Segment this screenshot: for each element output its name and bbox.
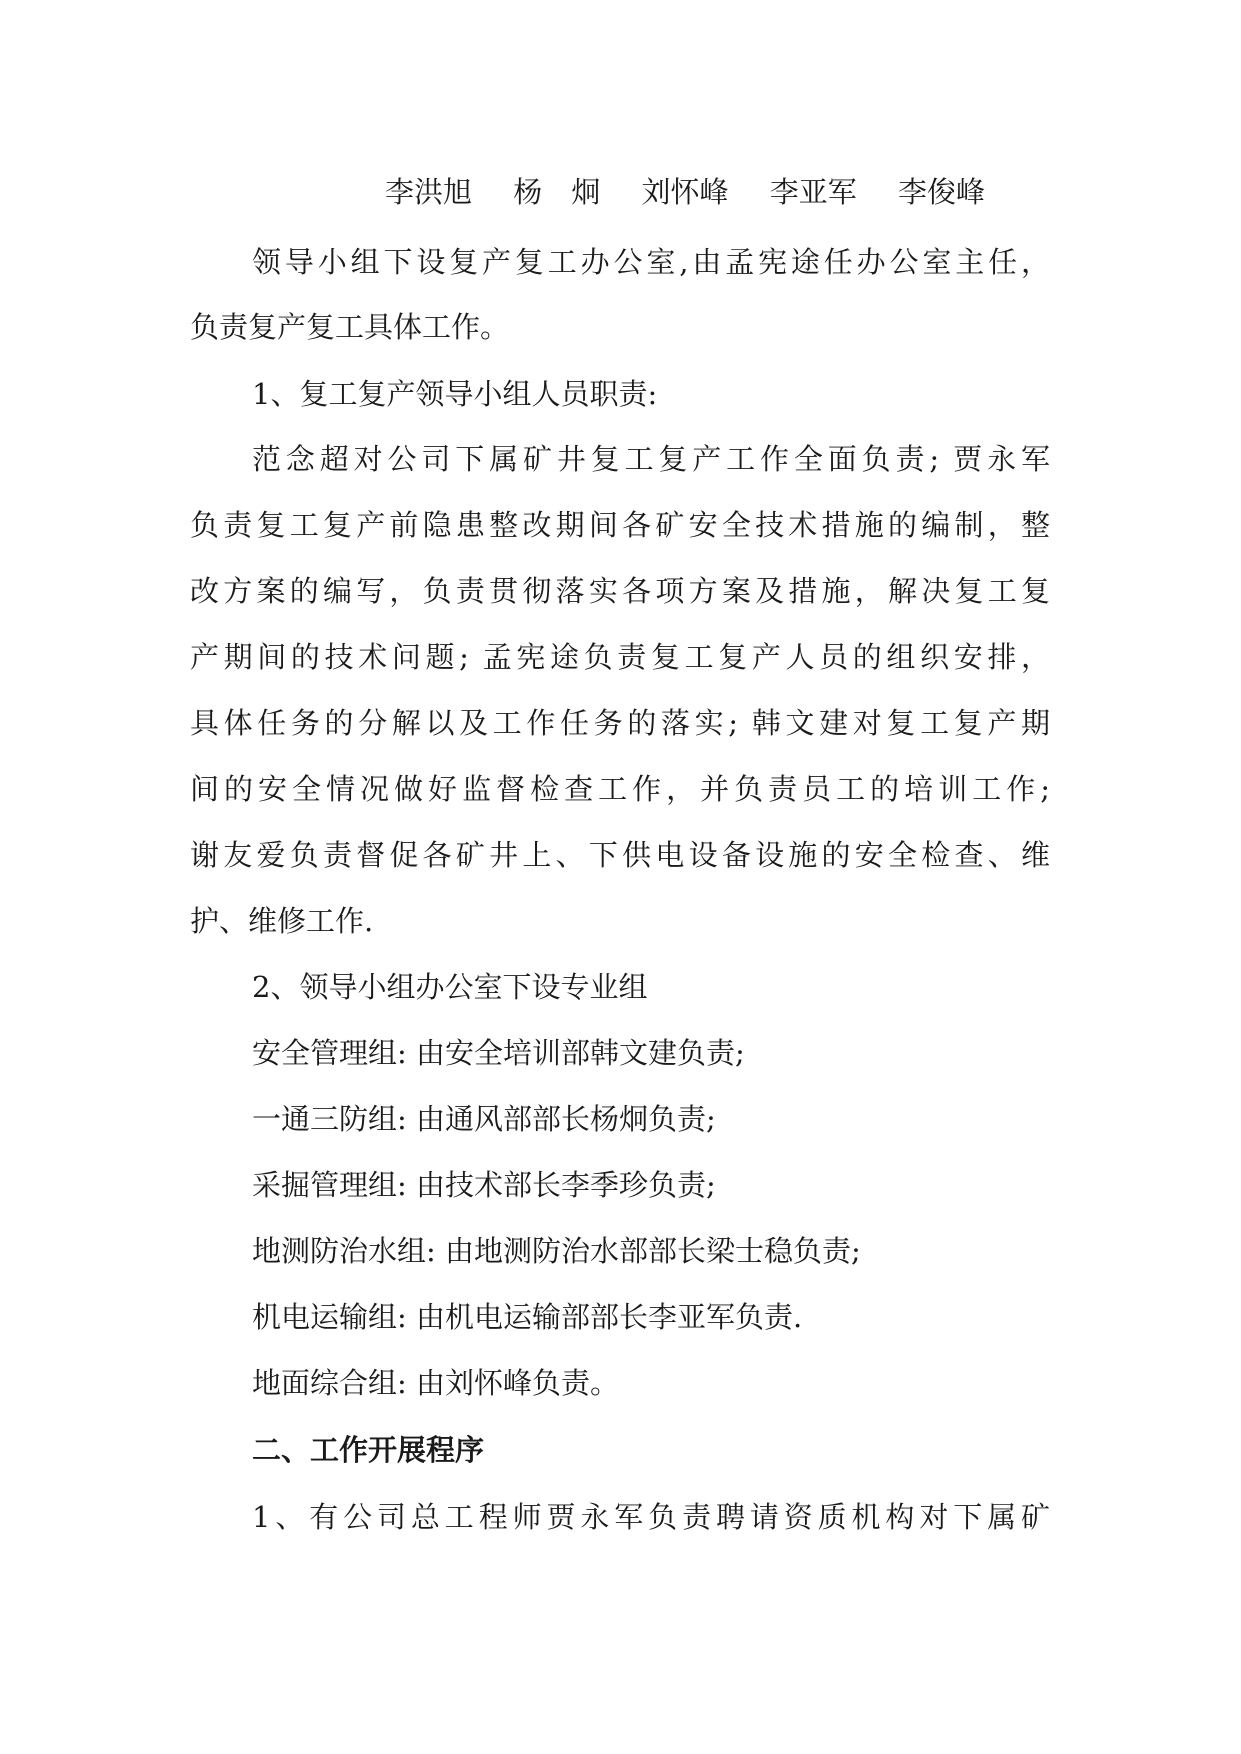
paragraph-line: 谢友爱负责督促各矿井上、下供电设备设施的安全检查、维 (190, 838, 1050, 872)
paragraph-line: 产期间的技术问题; 孟宪途负责复工复产人员的组织安排， (190, 640, 1050, 674)
member-name: 李亚军 (769, 175, 857, 209)
paragraph-line: 负责复工复产前隐患整改期间各矿安全技术措施的编制，整 (190, 508, 1050, 542)
member-names-row (385, 172, 985, 212)
section-subheading: 1、复工复产领导小组人员职责: (252, 377, 658, 411)
paragraph-line: 具体任务的分解以及工作任务的落实; 韩文建对复工复产期 (190, 706, 1050, 740)
paragraph-line: 改方案的编写，负责贯彻落实各项方案及措施，解决复工复 (190, 574, 1050, 608)
group-item: 地面综合组: 由刘怀峰负责。 (252, 1366, 619, 1400)
paragraph-line: 护、维修工作. (190, 904, 374, 938)
member-name: 刘怀峰 (641, 175, 729, 209)
member-name: 李俊峰 (897, 175, 985, 209)
group-item: 一通三防组: 由通风部部长杨炯负责; (252, 1102, 716, 1136)
paragraph-line: 1、有公司总工程师贾永军负责聘请资质机构对下属矿 (252, 1500, 1050, 1534)
section-heading: 二、工作开展程序 (252, 1433, 485, 1467)
member-name: 杨 炯 (513, 175, 601, 209)
member-name: 李洪旭 (385, 175, 473, 209)
paragraph-line: 间的安全情况做好监督检查工作，并负责员工的培训工作; (190, 772, 1050, 806)
group-item: 安全管理组: 由安全培训部韩文建负责; (252, 1036, 745, 1070)
paragraph-line: 负责复产复工具体工作。 (190, 310, 510, 344)
paragraph-line: 范念超对公司下属矿井复工复产工作全面负责; 贾永军 (252, 442, 1050, 476)
group-item: 地测防治水组: 由地测防治水部部长梁士稳负责; (252, 1234, 861, 1268)
group-item: 采掘管理组: 由技术部长李季珍负责; (252, 1168, 716, 1202)
group-item: 机电运输组: 由机电运输部部长李亚军负责. (252, 1300, 803, 1334)
section-subheading: 2、领导小组办公室下设专业组 (252, 970, 648, 1004)
paragraph-line: 领导小组下设复产复工办公室,由孟宪途任办公室主任， (252, 245, 1050, 279)
